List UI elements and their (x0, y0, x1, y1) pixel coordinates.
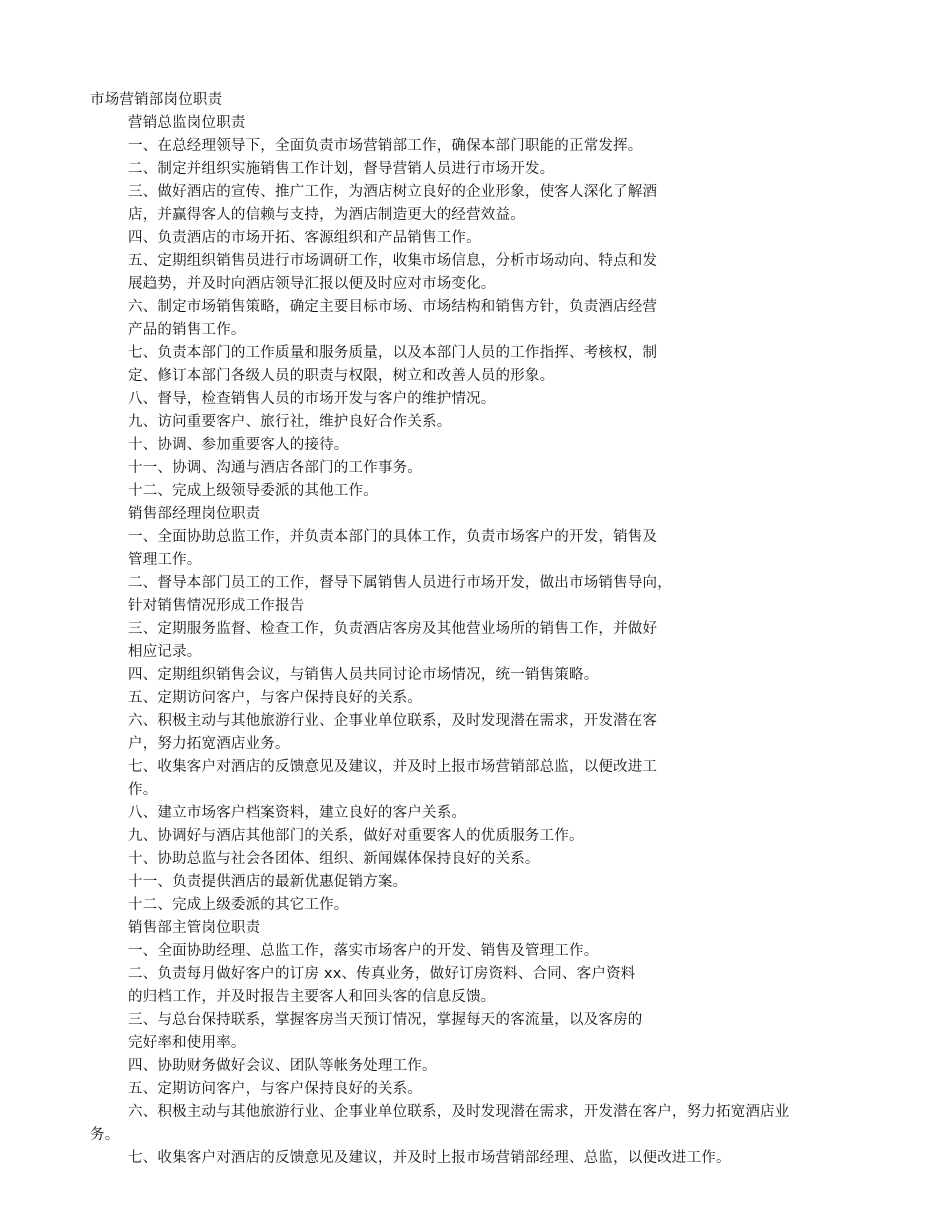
paragraph-line: 四、负责酒店的市场开拓、客源组织和产品销售工作。 (128, 230, 481, 246)
paragraph-line: 九、协调好与酒店其他部门的关系，做好对重要客人的优质服务工作。 (128, 828, 584, 844)
paragraph-line: 五、定期组织销售员进行市场调研工作，收集市场信息，分析市场动向、特点和发 (128, 253, 658, 269)
paragraph-line: 八、督导，检查销售人员的市场开发与客户的维护情况。 (128, 391, 496, 407)
paragraph-line: 务。 (90, 1127, 120, 1143)
paragraph-line: 七、收集客户对酒店的反馈意见及建议，并及时上报市场营销部总监，以便改进工 (128, 759, 658, 775)
paragraph-line: 六、积极主动与其他旅游行业、企事业单位联系，及时发现潜在需求，开发潜在客 (128, 713, 658, 729)
paragraph-line: 六、制定市场销售策略，确定主要目标市场、市场结构和销售方针，负责酒店经营 (128, 299, 658, 315)
paragraph-line: 十一、协调、沟通与酒店各部门的工作事务。 (128, 460, 422, 476)
paragraph-line: 定、修订本部门各级人员的职责与权限，树立和改善人员的形象。 (128, 368, 555, 384)
document-title: 市场营销部岗位职责 (90, 92, 223, 108)
paragraph-line: 三、定期服务监督、检查工作，负责酒店客房及其他营业场所的销售工作，并做好 (128, 621, 658, 637)
paragraph-line: 六、积极主动与其他旅游行业、企事业单位联系，及时发现潜在需求，开发潜在客户，努力拓宽酒店业 (128, 1104, 790, 1120)
paragraph-line: 十二、完成上级委派的其它工作。 (128, 897, 349, 913)
paragraph-line: 七、收集客户对酒店的反馈意见及建议，并及时上报市场营销部经理、总监，以便改进工作。 (128, 1150, 731, 1166)
paragraph-line: 十二、完成上级领导委派的其他工作。 (128, 483, 378, 499)
paragraph-line: 一、在总经理领导下，全面负责市场营销部工作，确保本部门职能的正常发挥。 (128, 138, 643, 154)
paragraph-line: 产品的销售工作。 (128, 322, 246, 338)
paragraph-line: 五、定期访问客户，与客户保持良好的关系。 (128, 1081, 422, 1097)
paragraph-line: 十、协助总监与社会各团体、组织、新闻媒体保持良好的关系。 (128, 851, 540, 867)
paragraph-line: 一、全面协助经理、总监工作，落实市场客户的开发、销售及管理工作。 (128, 943, 599, 959)
paragraph-line: 的归档工作，并及时报告主要客人和回头客的信息反馈。 (128, 989, 496, 1005)
paragraph-line: 店，并赢得客人的信赖与支持，为酒店制造更大的经营效益。 (128, 207, 525, 223)
section-heading-sales-supervisor: 销售部主管岗位职责 (128, 920, 261, 936)
paragraph-line: 二、制定并组织实施销售工作计划，督导营销人员进行市场开发。 (128, 161, 555, 177)
paragraph-line: 十一、负责提供酒店的最新优惠促销方案。 (128, 874, 408, 890)
paragraph-line: 七、负责本部门的工作质量和服务质量，以及本部门人员的工作指挥、考核权，制 (128, 345, 658, 361)
paragraph-line: 二、负责每月做好客户的订房 xx、传真业务，做好订房资料、合同、客户资料 (128, 966, 636, 982)
paragraph-line: 管理工作。 (128, 552, 202, 568)
paragraph-line: 五、定期访问客户，与客户保持良好的关系。 (128, 690, 422, 706)
paragraph-line: 展趋势，并及时向酒店领导汇报以便及时应对市场变化。 (128, 276, 496, 292)
section-heading-sales-manager: 销售部经理岗位职责 (128, 506, 261, 522)
paragraph-line: 四、定期组织销售会议，与销售人员共同讨论市场情况，统一销售策略。 (128, 667, 599, 683)
paragraph-line: 作。 (128, 782, 158, 798)
paragraph-line: 三、与总台保持联系，掌握客房当天预订情况，掌握每天的客流量，以及客房的 (128, 1012, 643, 1028)
paragraph-line: 二、督导本部门员工的工作，督导下属销售人员进行市场开发，做出市场销售导向， (128, 575, 672, 591)
paragraph-line: 完好率和使用率。 (128, 1035, 246, 1051)
paragraph-line: 四、协助财务做好会议、团队等帐务处理工作。 (128, 1058, 437, 1074)
section-heading-marketing-director: 营销总监岗位职责 (128, 115, 246, 131)
paragraph-line: 一、全面协助总监工作，并负责本部门的具体工作，负责市场客户的开发，销售及 (128, 529, 658, 545)
paragraph-line: 户，努力拓宽酒店业务。 (128, 736, 290, 752)
paragraph-line: 针对销售情况形成工作报告 (128, 598, 305, 614)
paragraph-line: 十、协调、参加重要客人的接待。 (128, 437, 349, 453)
paragraph-line: 八、建立市场客户档案资料，建立良好的客户关系。 (128, 805, 467, 821)
paragraph-line: 九、访问重要客户、旅行社，维护良好合作关系。 (128, 414, 452, 430)
paragraph-line: 相应记录。 (128, 644, 202, 660)
paragraph-line: 三、做好酒店的宣传、推广工作，为酒店树立良好的企业形象，使客人深化了解酒 (128, 184, 658, 200)
